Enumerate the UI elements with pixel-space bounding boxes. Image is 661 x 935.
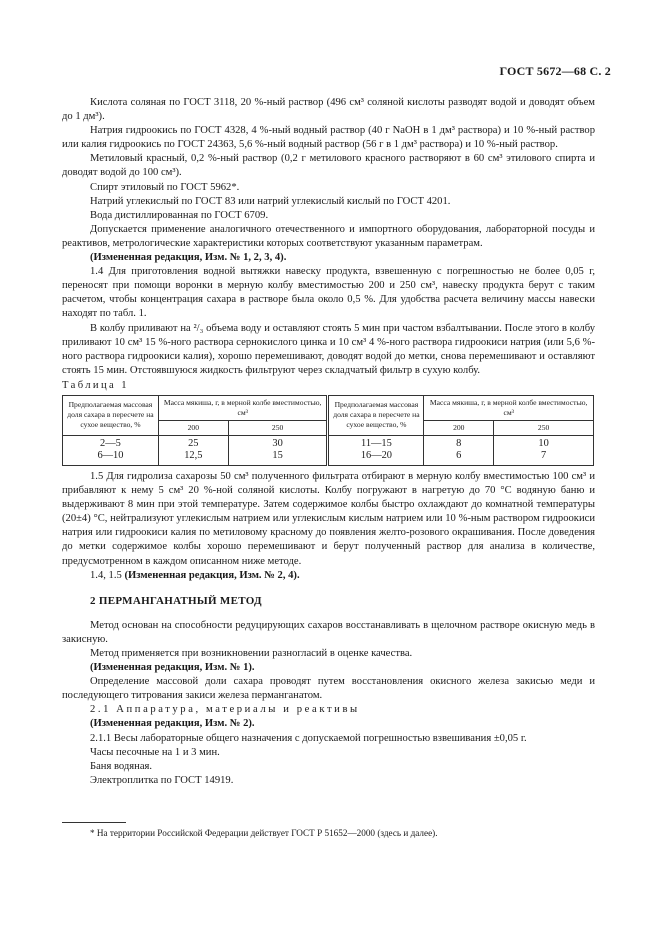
table-cell: 11—15 16—20 (328, 435, 424, 465)
table-cell: 8 6 (424, 435, 494, 465)
equipment-item: Баня водяная. (90, 760, 153, 772)
table-header-fraction: Предполагаемая массовая доля сахара в пересчете на сухое вещество, % (328, 395, 424, 435)
table-header-volume-250: 250 (228, 420, 328, 435)
page-header: ГОСТ 5672—68 С. 2 (499, 64, 611, 78)
table-cell: 2—5 6—10 (63, 435, 159, 465)
table-cell: 25 12,5 (158, 435, 228, 465)
table-row (63, 435, 594, 465)
reagent-methyl-red: Метиловый красный, 0,2 %-ный раствор (0,2 г метилового красного растворяют в 60 см³ этилового спирта и доводят водой до 100 см³). (62, 153, 595, 179)
table-cell: 30 15 (228, 435, 328, 465)
equipment-note: Допускается применение аналогичного отечественного и импортного оборудования, лабораторной посуды и реактивов, метрологические характеристики которых соответствуют указанным параметрам. (62, 223, 595, 249)
edit-note-2-1: (Измененная редакция, Изм. № 2). (90, 718, 255, 730)
reagent-naoh: Натрия гидроокись по ГОСТ 4328, 4 %-ный водный раствор (40 г NaOH в 1 дм³ раствора) и 10 %-ный раствор или калия гидроокись по ГОСТ 24363, 5,6 %-ный водный раствор (56 г в 1 дм³ раствора) и 10 %-ный раствор. (62, 125, 595, 151)
reagent-water: Вода дистиллированная по ГОСТ 6709. (90, 209, 269, 221)
footnote-divider (62, 822, 126, 823)
section-2-title: 2 ПЕРМАНГАНАТНЫЙ МЕТОД (90, 594, 262, 607)
paragraph-1-4: 1.4 Для приготовления водной вытяжки навеску продукта, взвешенную с погрешностью не более 0,05 г, переносят при помощи воронки в мерную колбу вместимостью 200 и 250 см³, навеску продукта берут с таким расчетом, чтобы концентрация сахара в растворе была около 0,5 %. Для удобства расчета величину массы навески находят по табл. 1. (62, 266, 595, 320)
section-2-paragraph: Метод основан на способности редуцирующих сахаров восстанавливать в щелочном растворе окисную медь в закисную. (62, 619, 595, 645)
table-caption: Таблица 1 (62, 379, 129, 391)
table-header-mass: Масса мякиша, г, в мерной колбе вместимостью, см³ (158, 395, 328, 420)
table-header-volume-200: 200 (424, 420, 494, 435)
edit-note-section-2: (Измененная редакция, Изм. № 1). (90, 662, 255, 674)
page-body (62, 96, 595, 788)
table-1 (62, 395, 594, 466)
table-header-mass: Масса мякиша, г, в мерной колбе вместимостью, см³ (424, 395, 594, 420)
edit-note-1-4-1-5: 1.4, 1.5 (Измененная редакция, Изм. № 2, 4). (90, 569, 300, 581)
equipment-item: Электроплитка по ГОСТ 14919. (90, 774, 234, 786)
paragraph-2-1-1: 2.1.1 Весы лабораторные общего назначения с допускаемой погрешностью взвешивания ±0,05 г. (90, 732, 527, 744)
edit-note-1: (Измененная редакция, Изм. № 1, 2, 3, 4). (90, 252, 287, 264)
reagent-hcl: Кислота соляная по ГОСТ 3118, 20 %-ный раствор (496 см³ соляной кислоты разводят водой и доводят объем до 1 дм³). (62, 97, 595, 123)
reagent-sodium-carbonate: Натрий углекислый по ГОСТ 83 или натрий углекислый кислый по ГОСТ 4201. (90, 195, 451, 207)
footnote: * На территории Российской Федерации действует ГОСТ Р 51652—2000 (здесь и далее). (90, 828, 438, 838)
section-2-paragraph: Определение массовой доли сахара проводят путем восстановления окисного железа закисью меди и последующего титрования закиси железа перманганатом. (62, 676, 595, 702)
paragraph-1-5: 1.5 Для гидролиза сахарозы 50 см³ полученного фильтрата отбирают в мерную колбу вместимостью 100 см³ и прибавляют к нему 5 см³ 20 %-ной соляной кислоты. Колбу погружают в нагретую до 70 °С водяную баню и выдерживают 8 мин при этой температуре. Затем содержимое колбы быстро охлаждают до комнатной температуры (20±4) °С, нейтрализуют углекислым натрием или углекислым кислым натрием или 10 %-ным раствором гидроокиси натрия или гидроокиси калия по метиловому красному до появления желто-розового окрашивания. После доведения до метки содержимое колбы хорошо перемешивают и берут полученный раствор для анализа в количестве, предусмотренном в каждом описанном ниже методе. (62, 470, 595, 567)
section-2-paragraph: Метод применяется при возникновении разногласий в оценке качества. (90, 648, 413, 659)
table-header-volume-200: 200 (158, 420, 228, 435)
paragraph-1-4-continued: В колбу приливают на ²/₃ объема воду и оставляют стоять 5 мин при частом взбалтывании. После этого в колбу приливают 10 см³ 15 %-ного раствора сернокислого цинка и 10 см³ 4 %-ного раствора гидроокиси натрия (или 5,6 %-ного раствора гидроокиси калия), хорошо перемешивают, доводят водой до метки, снова перемешивают и оставляют стоять 15 мин. Отстоявшуюся жидкость фильтруют через складчатый фильтр в сухую колбу. (62, 322, 595, 376)
reagent-ethanol: Спирт этиловый по ГОСТ 5962*. (90, 181, 240, 193)
equipment-item: Часы песочные на 1 и 3 мин. (90, 746, 220, 758)
table-cell: 10 7 (494, 435, 594, 465)
subsection-2-1-title: 2.1 Аппаратура, материалы и реактивы (90, 704, 360, 716)
table-header-volume-250: 250 (494, 420, 594, 435)
table-header-fraction: Предполагаемая массовая доля сахара в пересчете на сухое вещество, % (63, 395, 159, 435)
